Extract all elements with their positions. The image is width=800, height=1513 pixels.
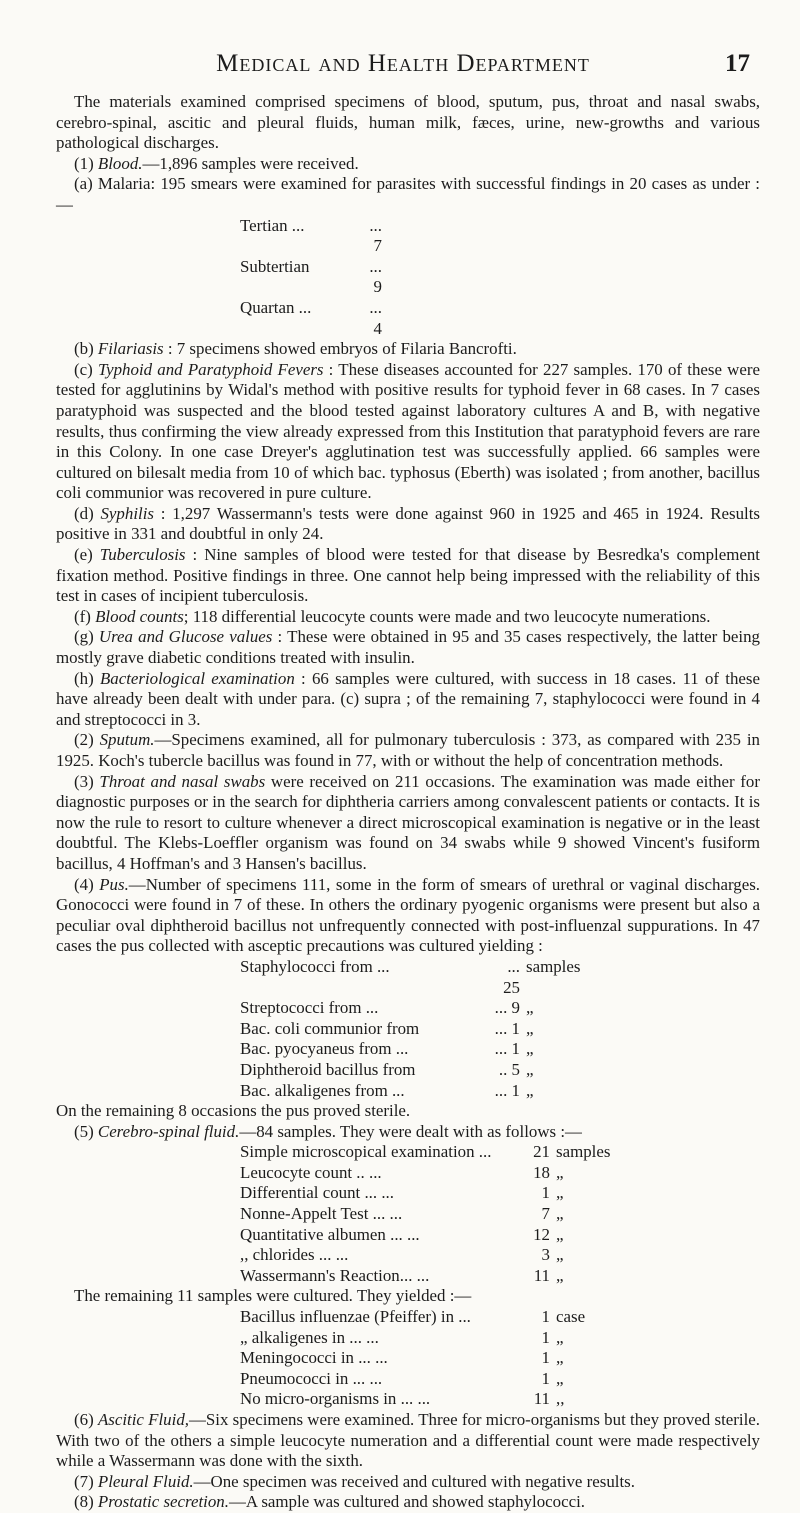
- blood-prefix: (1): [74, 153, 98, 173]
- csf-prefix: (5): [74, 1121, 98, 1141]
- pus-culture-table: [240, 957, 760, 1101]
- malaria-label: Quartan ...: [240, 297, 312, 317]
- csf-cult-label: No micro-organisms in ... ...: [240, 1389, 431, 1409]
- csf-row-label: Wassermann's Reaction... ...: [240, 1265, 430, 1285]
- pus-row-value: ... 1: [494, 1039, 520, 1059]
- urea-paragraph: [56, 627, 760, 668]
- csf-row-value: 3: [541, 1245, 550, 1265]
- csf-row-label: Differential count ... ...: [240, 1183, 395, 1203]
- pleural-prefix: (7): [74, 1471, 98, 1491]
- pus-row-unit: „: [526, 1059, 534, 1079]
- blood-title: Blood.: [97, 153, 143, 173]
- filariasis-prefix: (b): [74, 339, 98, 359]
- pus-row-unit: „: [526, 1018, 534, 1038]
- csf-cult-unit: „: [556, 1327, 564, 1347]
- urea-prefix: (g): [74, 627, 99, 647]
- ascitic-prefix: (6): [74, 1410, 98, 1429]
- typhoid-title: Typhoid and Paratyphoid Fevers: [97, 359, 324, 379]
- csf-cult-value: 1: [541, 1368, 550, 1388]
- bacteriological-paragraph: [56, 669, 760, 731]
- malaria-label: Subtertian: [240, 256, 310, 276]
- typhoid-prefix: (c): [74, 359, 98, 379]
- malaria-paragraph: (a) Malaria: 195 smears were examined for parasites with successful findings in 20 cases as under :—: [56, 174, 760, 214]
- csf-cult-value: 1: [541, 1348, 550, 1368]
- intro-paragraph: The materials examined comprised specimens of blood, sputum, pus, throat and nasal swabs, cerebro-spinal, ascitic and pleural fluids, human milk, fæces, urine, new-growths and various pathological discharges.: [56, 92, 760, 153]
- pus-row-label: Staphylococci from ...: [240, 956, 390, 976]
- syphilis-text: : 1,297 Wassermann's tests were done against 960 in 1925 and 465 in 1924. Results positive in 331 and doubtful in only 24.: [56, 503, 761, 544]
- throat-prefix: (3): [74, 771, 100, 791]
- csf-cult-label: Meningococci in ... ...: [240, 1348, 388, 1368]
- csf-row-value: 18: [533, 1162, 550, 1182]
- malaria-table: [240, 216, 760, 340]
- csf-paragraph: [56, 1122, 760, 1143]
- csf-row-label: ,, chlorides ... ...: [240, 1245, 349, 1265]
- csf-remaining-line: The remaining 11 samples were cultured. They yielded :—: [74, 1286, 472, 1306]
- malaria-value: ... 7: [369, 215, 382, 256]
- pleural-text: —One specimen was received and cultured with negative results.: [193, 1471, 635, 1491]
- ascitic-paragraph: [56, 1410, 760, 1472]
- csf-row-value: 11: [533, 1265, 550, 1285]
- pus-row-label: Bac. alkaligenes from ...: [240, 1080, 405, 1100]
- csf-cult-value: 1: [541, 1327, 550, 1347]
- tb-text: : Nine samples of blood were tested for that disease by Besredka's complement fixation method. Positive findings in three. One cannot help being impressed with the reliability of this test in cases of incipient tuberculosis.: [56, 545, 760, 606]
- blood-counts-paragraph: [56, 607, 760, 628]
- csf-row-unit: samples: [556, 1142, 611, 1162]
- csf-text: —84 samples. They were dealt with as follows :—: [239, 1121, 582, 1141]
- pus-prefix: (4): [74, 874, 100, 894]
- syphilis-paragraph: [56, 504, 760, 545]
- pus-row-value: ... 1: [494, 1080, 520, 1100]
- typhoid-text: : These diseases accounted for 227 samples. 170 of these were tested for agglutinins by Widal's method with positive results for typhoid fever in 68 cases. In 7 cases paratyphoid was suspected and the blood tested against laboratory cultures A and B, with negative results, thus confirming the view already expressed from this Institution that paratyphoid fevers are rare in this Colony. In one case Dreyer's agglutination test was successfully applied. 66 samples were cultured on bilesalt media from 10 of which bac. typhosus (Eberth) was isolated ; from another, bacillus coli communior was recovered in pure culture.: [56, 359, 760, 503]
- csf-row-value: 1: [541, 1183, 550, 1203]
- filariasis-paragraph: [56, 339, 760, 360]
- sputum-title: Sputum.: [99, 730, 155, 750]
- pus-row-value: ... 9: [494, 998, 520, 1018]
- throat-title: Throat and nasal swabs: [99, 771, 266, 791]
- throat-text: were received on 211 occasions. The examination was made either for diagnostic purposes or in the search for diphtheria carriers among convalescent patients or contacts. It is now the rule to resort to culture whenever a direct microscopical examination is negative or in the least doubtful. The Klebs-Loeffler organism was found on 34 swabs while 9 showed Vincent's fusiform bacillus, 4 Hoffman's and 3 Hansen's bacillus.: [56, 771, 760, 873]
- page-number: 17: [725, 50, 750, 77]
- pleural-title: Pleural Fluid.: [97, 1471, 194, 1491]
- typhoid-paragraph: [56, 360, 760, 504]
- sputum-paragraph: [56, 730, 760, 771]
- pus-row-unit: „: [526, 1039, 534, 1059]
- csf-cult-value: 1: [541, 1307, 550, 1327]
- malaria-value: ... 4: [369, 297, 382, 338]
- prostatic-title: Prostatic secretion.: [97, 1492, 229, 1512]
- urea-title: Urea and Glucose values: [98, 627, 273, 647]
- blood-rest: —1,896 samples were received.: [142, 153, 359, 173]
- throat-paragraph: [56, 772, 760, 875]
- csf-row-label: Quantitative albumen ... ...: [240, 1224, 420, 1244]
- csf-cult-unit: „: [556, 1348, 564, 1368]
- pus-text: —Number of specimens 111, some in the form of smears of urethral or vaginal discharges. Gonococci were found in 7 of these. In others the ordinary pyogenic organisms were present but also a peculiar oval diphtheroid bacillus not unfrequently connected with post-influenzal suppurations. In 47 cases the pus collected with asceptic precautions was cultured yielding :: [56, 874, 761, 956]
- csf-row-unit: „: [556, 1204, 564, 1224]
- urea-text: : These were obtained in 95 and 35 cases respectively, the latter being mostly grave diabetic conditions treated with insulin.: [56, 627, 760, 668]
- csf-row-value: 21: [533, 1142, 550, 1162]
- filariasis-text: : 7 specimens showed embryos of Filaria Bancrofti.: [163, 339, 517, 359]
- tb-title: Tuberculosis: [99, 545, 186, 565]
- bact-text: : 66 samples were cultured, with success in 18 cases. 11 of these have already been dealt with under para. (c) supra ; of the remaining 7, staphylococci were found in 4 and streptococci in 3.: [56, 668, 761, 729]
- csf-cult-unit: „: [556, 1368, 564, 1388]
- running-head: [56, 50, 750, 80]
- csf-row-unit: „: [556, 1183, 564, 1203]
- csf-cult-label: „ alkaligenes in ... ...: [240, 1327, 379, 1347]
- csf-row-unit: „: [556, 1245, 564, 1265]
- ascitic-text: —Six specimens were examined. Three for micro-organisms but they proved sterile. With two of the others a simple leucocyte numeration and a differential count were made respectively while a Wassermann was done with the sixth.: [56, 1410, 760, 1471]
- prostatic-paragraph: [56, 1492, 760, 1513]
- csf-row-label: Simple microscopical examination ...: [240, 1142, 492, 1162]
- prostatic-prefix: (8): [74, 1492, 98, 1512]
- blood-heading: [56, 154, 760, 175]
- sputum-prefix: (2): [74, 730, 100, 750]
- csf-row-unit: „: [556, 1265, 564, 1285]
- pus-title: Pus.: [99, 874, 129, 894]
- pus-row-unit: samples: [526, 956, 581, 976]
- csf-cult-value: 11: [533, 1389, 550, 1409]
- pus-row-label: Bac. pyocyaneus from ...: [240, 1039, 409, 1059]
- ascitic-title: Ascitic Fluid,: [97, 1410, 189, 1429]
- prostatic-text: —A sample was cultured and showed staphylococci.: [228, 1492, 585, 1512]
- csf-culture-table: [240, 1307, 760, 1410]
- malaria-label: Tertian ...: [240, 215, 305, 235]
- csf-row-unit: „: [556, 1162, 564, 1182]
- csf-cult-label: Bacillus influenzae (Pfeiffer) in ...: [240, 1307, 471, 1327]
- pus-row-value: .. 5: [498, 1059, 520, 1079]
- csf-row-value: 7: [541, 1204, 550, 1224]
- pleural-paragraph: [56, 1472, 760, 1493]
- csf-cult-unit: ,,: [556, 1389, 565, 1409]
- pus-sterile-line: On the remaining 8 occasions the pus proved sterile.: [56, 1101, 411, 1121]
- csf-cult-label: Pneumococci in ... ...: [240, 1368, 383, 1388]
- pus-row-unit: „: [526, 1080, 534, 1100]
- syphilis-prefix: (d): [74, 503, 101, 523]
- csf-row-value: 12: [533, 1224, 550, 1244]
- csf-examination-table: [240, 1142, 760, 1286]
- csf-row-unit: „: [556, 1224, 564, 1244]
- filariasis-title: Filariasis: [97, 339, 164, 359]
- pus-row-label: Diphtheroid bacillus from: [240, 1059, 416, 1079]
- tuberculosis-paragraph: [56, 545, 760, 607]
- syphilis-title: Syphilis: [100, 503, 154, 523]
- bact-title: Bacteriological examination: [99, 668, 295, 688]
- counts-text: ; 118 differential leucocyte counts were made and two leucocyte numerations.: [183, 606, 711, 626]
- counts-prefix: (f): [74, 606, 96, 626]
- document-body: [56, 92, 760, 1513]
- bact-prefix: (h): [74, 668, 100, 688]
- pus-row-value: ... 1: [494, 1018, 520, 1038]
- csf-row-label: Leucocyte count .. ...: [240, 1162, 382, 1182]
- pus-row-label: Streptococci from ...: [240, 998, 379, 1018]
- csf-cult-unit: case: [556, 1307, 586, 1327]
- pus-row-value: ... 25: [503, 956, 520, 997]
- pus-row-label: Bac. coli communior from: [240, 1018, 420, 1038]
- counts-title: Blood counts: [95, 606, 184, 626]
- malaria-value: ... 9: [369, 256, 382, 297]
- running-title: Medical and Health Department: [216, 50, 590, 77]
- pus-paragraph: [56, 875, 760, 957]
- sputum-text: —Specimens examined, all for pulmonary tuberculosis : 373, as compared with 235 in 1925. Koch's tubercle bacillus was found in 77, with or without the help of concentration methods.: [56, 730, 760, 770]
- csf-row-label: Nonne-Appelt Test ... ...: [240, 1204, 403, 1224]
- csf-title: Cerebro-spinal fluid.: [97, 1121, 240, 1141]
- tb-prefix: (e): [74, 545, 100, 565]
- pus-row-unit: „: [526, 998, 534, 1018]
